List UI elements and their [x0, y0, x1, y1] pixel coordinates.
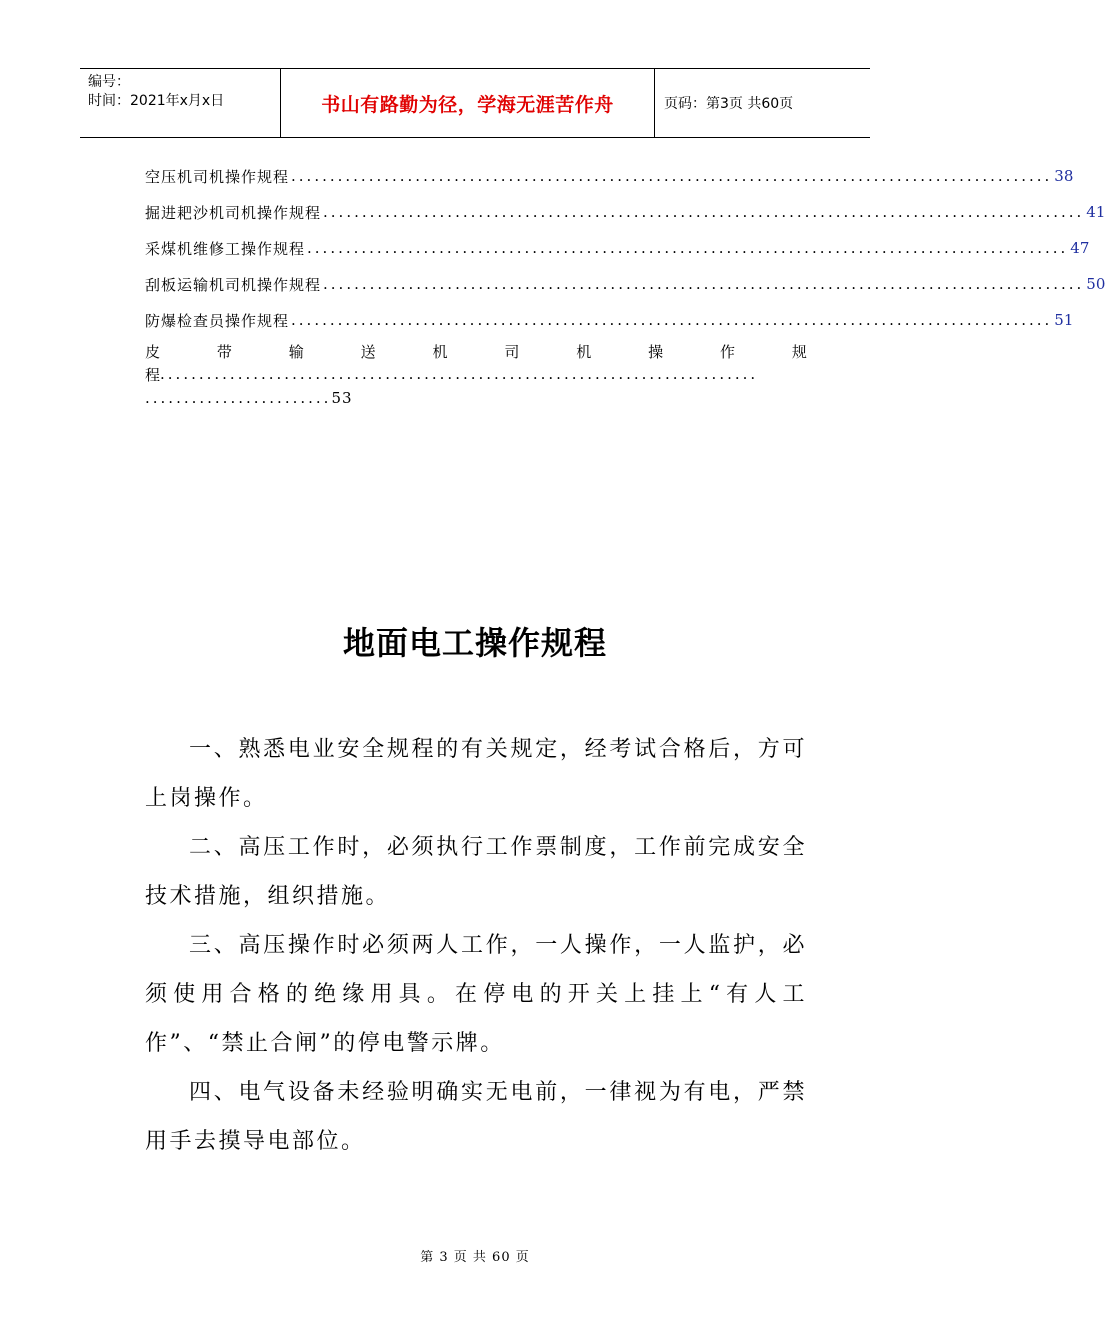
toc-item-title: 掘进耙沙机司机操作规程 [145, 203, 322, 222]
toc-char: 送 [360, 342, 376, 361]
toc-char: 程 [145, 365, 161, 384]
number-label: 编号： [88, 74, 130, 90]
time-label: 时间：2021年x月x日 [88, 93, 225, 109]
toc-item-title: 采煤机维修工操作规程 [145, 239, 306, 258]
toc-item-title: 防爆检查员操作规程 [145, 311, 290, 330]
toc-char: 司 [504, 342, 520, 361]
table-of-contents [145, 158, 1105, 338]
page-info-text: 页码：第3页 共60页 [664, 96, 794, 112]
toc-leader-dots: ............................................................................. [160, 365, 759, 383]
toc-char: 带 [216, 342, 232, 361]
toc-item-page: 41 [1086, 203, 1105, 221]
toc-item-page: 51 [1054, 311, 1074, 329]
header-motto: 书山有路勤为径，学海无涯苦作舟 [281, 69, 655, 137]
paragraph: 四、电气设备未经验明确实无电前，一律视为有电，严禁用手去摸导电部位。 [145, 1080, 807, 1154]
toc-item-page: 53 [331, 389, 353, 407]
toc-item[interactable] [145, 302, 1074, 338]
toc-item[interactable] [145, 194, 1105, 230]
toc-char: 输 [288, 342, 304, 361]
toc-spread-page-line [145, 384, 807, 412]
toc-char: 作 [720, 342, 736, 361]
toc-spread-title [145, 338, 807, 364]
toc-leader-dots: .................................................................................................. [307, 239, 1069, 257]
toc-char: 规 [791, 342, 807, 361]
paragraph: 三、高压操作时必须两人工作，一人操作，一人监护，必须使用合格的绝缘用具。在停电的开关上挂上“有人工作”、“禁止合闸”的停电警示牌。 [145, 933, 807, 1056]
paragraph: 一、熟悉电业安全规程的有关规定，经考试合格后，方可上岗操作。 [145, 737, 807, 811]
toc-leader-dots: ........................ [145, 389, 332, 407]
toc-char: 机 [576, 342, 592, 361]
toc-item-spread[interactable] [145, 338, 807, 412]
toc-leader-dots: .................................................................................................. [323, 203, 1085, 221]
header-meta [80, 69, 281, 137]
toc-leader-dots: .................................................................................................. [291, 167, 1053, 185]
page-title: 地面电工操作规程 [342, 624, 607, 662]
toc-spread-continuation [145, 364, 807, 384]
toc-item-page: 38 [1054, 167, 1074, 185]
toc-item[interactable] [145, 158, 1074, 194]
toc-char: 皮 [145, 342, 161, 361]
toc-char: 操 [648, 342, 664, 361]
toc-item-title: 空压机司机操作规程 [145, 167, 290, 186]
toc-item-page: 50 [1086, 275, 1105, 293]
toc-leader-dots: .................................................................................................. [291, 311, 1053, 329]
toc-item[interactable] [145, 230, 1090, 266]
paragraph: 二、高压工作时，必须执行工作票制度，工作前完成安全技术措施，组织措施。 [145, 835, 807, 909]
toc-item[interactable] [145, 266, 1105, 302]
toc-char: 机 [432, 342, 448, 361]
toc-leader-dots: .................................................................................................. [323, 275, 1085, 293]
header-page-info [656, 69, 870, 137]
page-footer: 第 3 页 共 60 页 [420, 1250, 530, 1265]
page-header [80, 68, 870, 138]
document-body [145, 725, 807, 1166]
toc-item-page: 47 [1070, 239, 1090, 257]
toc-item-title: 刮板运输机司机操作规程 [145, 275, 322, 294]
